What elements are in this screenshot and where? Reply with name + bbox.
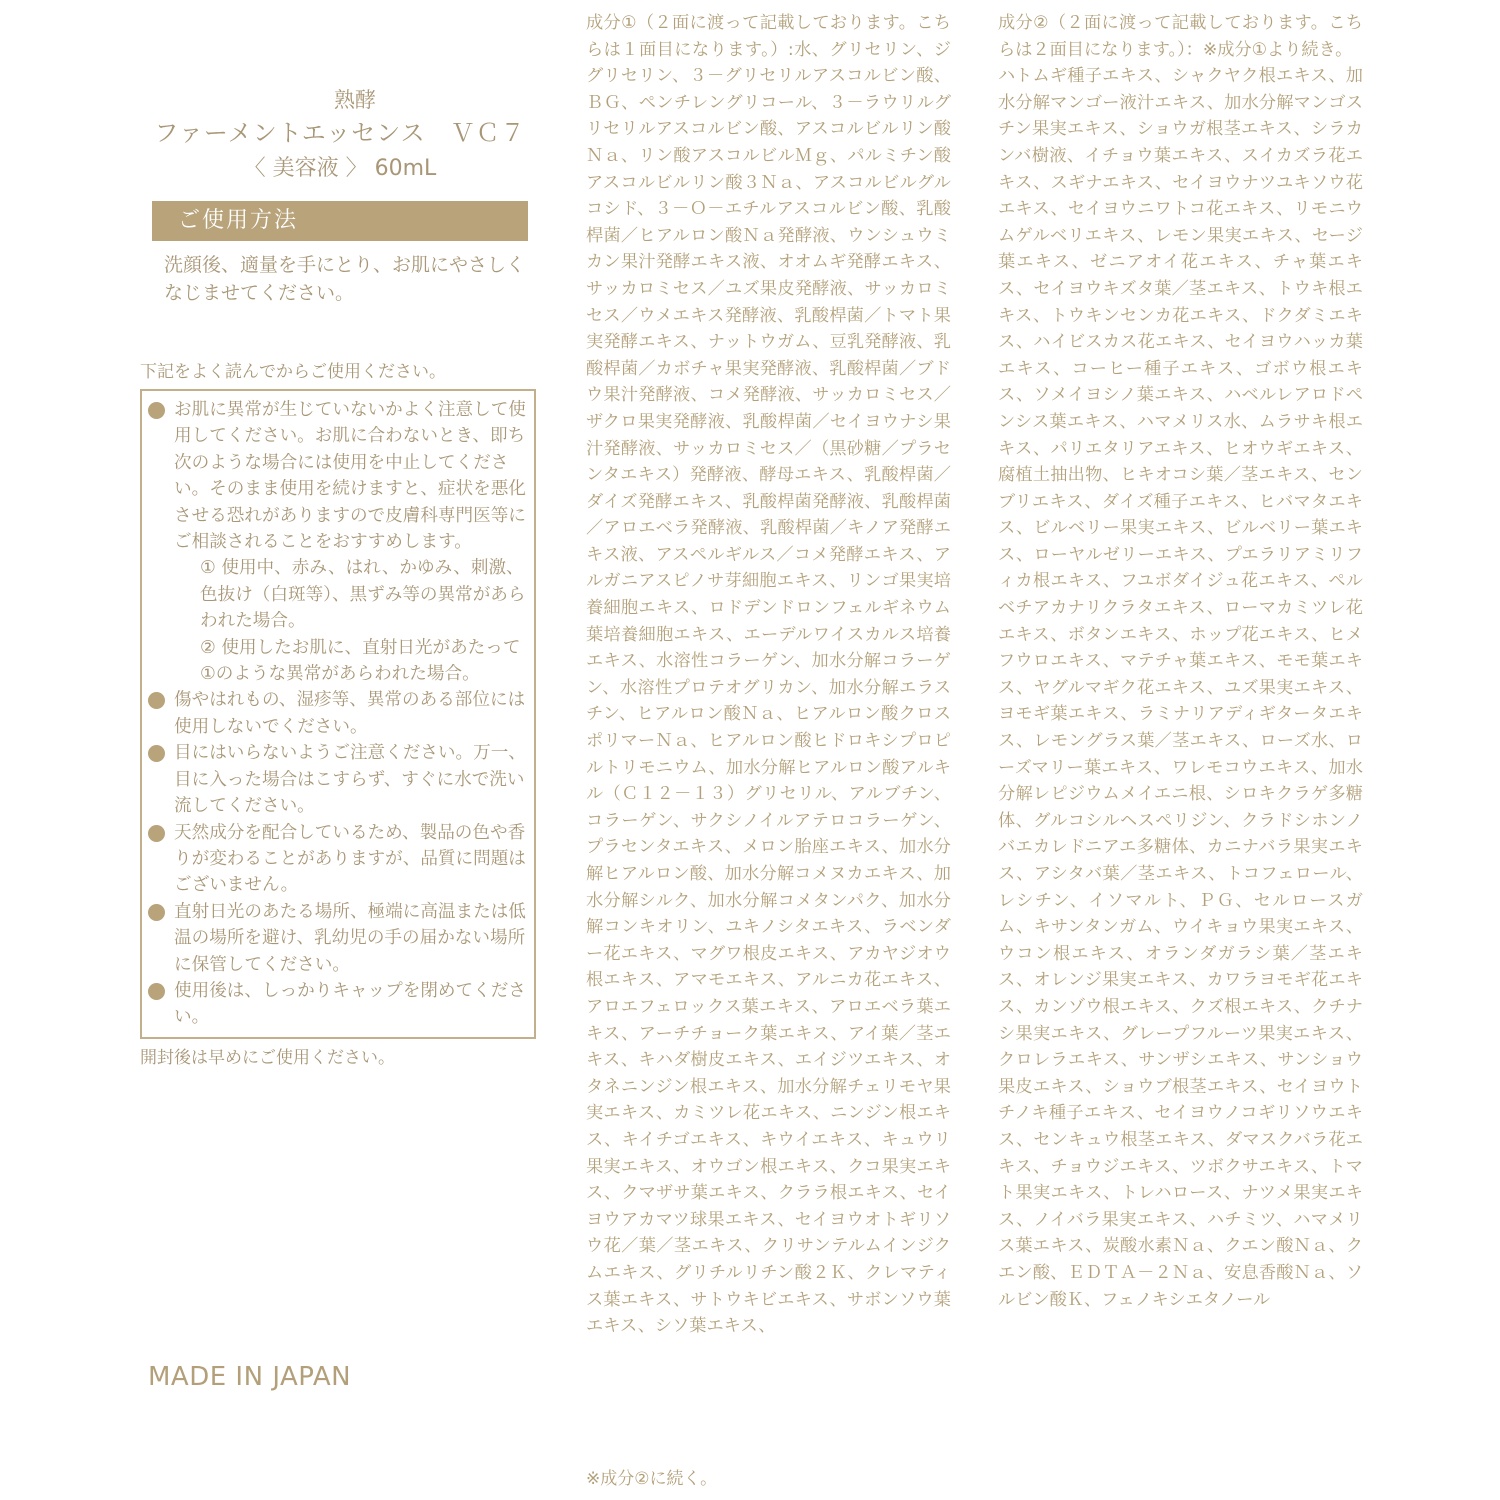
caution-text: 天然成分を配合しているため、製品の色や香りが変わることがありますが、品質に問題はございません。 [174, 822, 526, 896]
bullet-icon [148, 825, 165, 842]
caution-sub-item: ① 使用中、赤み、はれ、かゆみ、刺激、色抜け（白斑等）、黒ずみ等の異常があらわれた場合。 [200, 558, 526, 632]
caution-text: 直射日光のあたる場所、極端に高温または低温の場所を避け、乳幼児の手の届かない場所に保管してください。 [174, 901, 526, 975]
caution-item [148, 740, 528, 819]
caution-text: 目にはいらないようご注意ください。万一、目に入った場合はこすらず、すぐに水で洗い流してください。 [174, 743, 526, 817]
usage-text: 洗顔後、適量を手にとり、お肌にやさしくなじませてください。 [164, 254, 526, 304]
bullet-icon [148, 904, 165, 921]
caution-text: 傷やはれもの、湿疹等、異常のある部位には使用しないでください。 [174, 690, 526, 737]
after-open-note: 開封後は早めにご使用ください。 [140, 1047, 395, 1068]
bullet-icon [148, 745, 165, 762]
ingredients-part2-column [998, 10, 1363, 1313]
ingredients-part2-header: 成分②（２面に渡って記載しております。こちらは２面目になります。）：※成分①より続き。 [998, 13, 1363, 60]
caution-sub-item: ② 使用したお肌に、直射日光があたって①のような異常があらわれた場合。 [200, 637, 521, 685]
ingredients-part2: ハトムギ種子エキス、シャクヤク根エキス、加水分解マンゴー液汁エキス、加水分解マンゴスチン果実エキス、ショウガ根茎エキス、シラカンバ樹液、イチョウ葉エキス、スイカズラ花エキス、スギナエキス、セイヨウナツユキソウ花エキス、セイヨウニワトコ花エキス、リモニウムゲルベリエキス、レモン果実エキス、セージ葉エキス、ゼニアオイ花エキス、チャ葉エキス、セイヨウキズタ葉／茎エキス、トウキ根エキス、トウキンセンカ花エキス、ドクダミエキス、ハイビスカス花エキス、セイヨウハッカ葉エキス、コーヒー種子エキス、ゴボウ根エキス、ソメイヨシノ葉エキス、ハベルレアロドペンシス葉エキス、ハマメリス水、ムラサキ根エキス、パリエタリアエキス、ヒオウギエキス、腐植土抽出物、ヒキオコシ葉／茎エキス、センブリエキス、ダイズ種子エキス、ヒバマタエキス、ビルベリー果実エキス、ビルベリー葉エキス、ローヤルゼリーエキス、プエラリアミリフィカ根エキス、フユボダイジュ花エキス、ペルベチアカナリクラタエキス、ローマカミツレ花エキス、ボタンエキス、ホップ花エキス、ヒメフウロエキス、マテチャ葉エキス、モモ葉エキス、ヤグルマギク花エキス、ユズ果実エキス、ヨモギ葉エキス、ラミナリアディギタータエキス、レモングラス葉／茎エキス、ローズ水、ローズマリー葉エキス、ワレモコウエキス、加水分解レピジウムメイエニ根、シロキクラゲ多糖体、グルコシルヘスペリジン、クラドシホンノバエカレドニアエ多糖体、カニナバラ果実エキス、アシタバ葉／茎エキス、トコフェロール、レシチン、イソマルト、ＰＧ、セルロースガム、キサンタンガム、ウイキョウ果実エキス、ウコン根エキス、オランダガラシ葉／茎エキス、オレンジ果実エキス、カワラヨモギ花エキス、カンゾウ根エキス、クズ根エキス、クチナシ果実エキス、グレープフルーツ果実エキス、クロレラエキス、サンザシエキス、サンショウ果皮エキス、ショウブ根茎エキス、セイヨウトチノキ種子エキス、セイヨウノコギリソウエキス、センキュウ根茎エキス、ダマスクバラ花エキス、チョウジエキス、ツボクサエキス、トマト果実エキス、トレハロース、ナツメ果実エキス、ノイバラ果実エキス、ハチミツ、ハマメリス葉エキス、炭酸水素Ｎａ、クエン酸Ｎａ、クエン酸、ＥＤＴＡ－２Ｎａ、安息香酸Ｎａ、ソルビン酸Ｋ、フェノキシエタノール [998, 66, 1363, 1310]
bullet-icon [148, 692, 165, 709]
ingredients-part1: 成分①（２面に渡って記載しております。こちらは１面目になります。）:水、グリセリン、ジグリセリン、３－グリセリルアスコルビン酸、ＢＧ、ペンチレングリコール、３－ラウリルグリセリルアスコルビン酸、アスコルビルリン酸Ｎａ、リン酸アスコルビルＭｇ、パルミチン酸アスコルビルリン酸３Ｎａ、アスコルビルグルコシド、３－Ｏ－エチルアスコルビン酸、乳酸桿菌／ヒアルロン酸Ｎａ発酵液、ウンシュウミカン果汁発酵エキス液、オオムギ発酵エキス、サッカロミセス／ユズ果皮発酵液、サッカロミセス／ウメエキス発酵液、乳酸桿菌／トマト果実発酵エキス、ナットウガム、豆乳発酵液、乳酸桿菌／カボチャ果実発酵液、乳酸桿菌／ブドウ果汁発酵液、コメ発酵液、サッカロミセス／ザクロ果実発酵液、乳酸桿菌／セイヨウナシ果汁発酵液、サッカロミセス／（黒砂糖／プラセンタエキス）発酵液、酵母エキス、乳酸桿菌／ダイズ発酵エキス、乳酸桿菌発酵液、乳酸桿菌／アロエベラ発酵液、乳酸桿菌／キノア発酵エキス液、アスペルギルス／コメ発酵エキス、アルガニアスピノサ芽細胞エキス、リンゴ果実培養細胞エキス、ロドデンドロンフェルギネウム葉培養細胞エキス、エーデルワイスカルス培養エキス、水溶性コラーゲン、加水分解コラーゲン、水溶性プロテオグリカン、加水分解エラスチン、ヒアルロン酸Ｎａ、ヒアルロン酸クロスポリマーＮａ、ヒアルロン酸ヒドロキシプロピルトリモニウム、加水分解ヒアルロン酸アルキル（Ｃ１２－１３）グリセリル、アルブチン、コラーゲン、サクシノイルアテロコラーゲン、プラセンタエキス、メロン胎座エキス、加水分解ヒアルロン酸、加水分解コメヌカエキス、加水分解シルク、加水分解コメタンパク、加水分解コンキオリン、ユキノシタエキス、ラベンダー花エキス、マグワ根皮エキス、アカヤジオウ根エキス、アマモエキス、アルニカ花エキス、アロエフェロックス葉エキス、アロエベラ葉エキス、アーチチョーク葉エキス、アイ葉／茎エキス、キハダ樹皮エキス、エイジツエキス、オタネニンジン根エキス、加水分解チェリモヤ果実エキス、カミツレ花エキス、ニンジン根エキス、キイチゴエキス、キウイエキス、キュウリ果実エキス、オウゴン根エキス、クコ果実エキス、クマザサ葉エキス、クララ根エキス、セイヨウアカマツ球果エキス、セイヨウオトギリソウ花／葉／茎エキス、クリサンテルムインジクムエキス、グリチルリチン酸２Ｋ、クレマティス葉エキス、サトウキビエキス、サボンソウ葉エキス、シソ葉エキス、 [586, 13, 951, 1337]
left-panel [140, 85, 540, 1071]
caution-box [140, 389, 536, 1039]
bullet-icon [148, 402, 165, 419]
caution-item [148, 978, 528, 1031]
caution-text: 使用後は、しっかりキャップを閉めてください。 [174, 980, 526, 1028]
ingredients-continue-note: ※成分②に続く。 [586, 1469, 718, 1489]
usage-header: ご使用方法 [152, 201, 528, 241]
product-title [140, 85, 540, 187]
product-volume: 〈 美容液 〉 60mL [243, 156, 437, 181]
caution-text: お肌に異常が生じていないかよく注意して使用してください。お肌に合わないとき、即ち次のような場合には使用を中止してください。そのまま使用を続けますと、症状を悪化させる恐れがありますので皮膚科専門医等にご相談されることをおすすめします。 [174, 400, 526, 553]
product-name: ファーメントエッセンス ＶＣ７ [154, 119, 526, 147]
product-brand: 熟酵 [334, 88, 376, 112]
caution-intro: 下記をよく読んでからご使用ください。 [140, 362, 446, 382]
caution-item [148, 899, 528, 978]
caution-item [148, 687, 528, 740]
caution-item [148, 820, 528, 899]
caution-item [148, 397, 528, 687]
made-in-japan: MADE IN JAPAN [148, 1362, 352, 1392]
bullet-icon [148, 983, 165, 1000]
